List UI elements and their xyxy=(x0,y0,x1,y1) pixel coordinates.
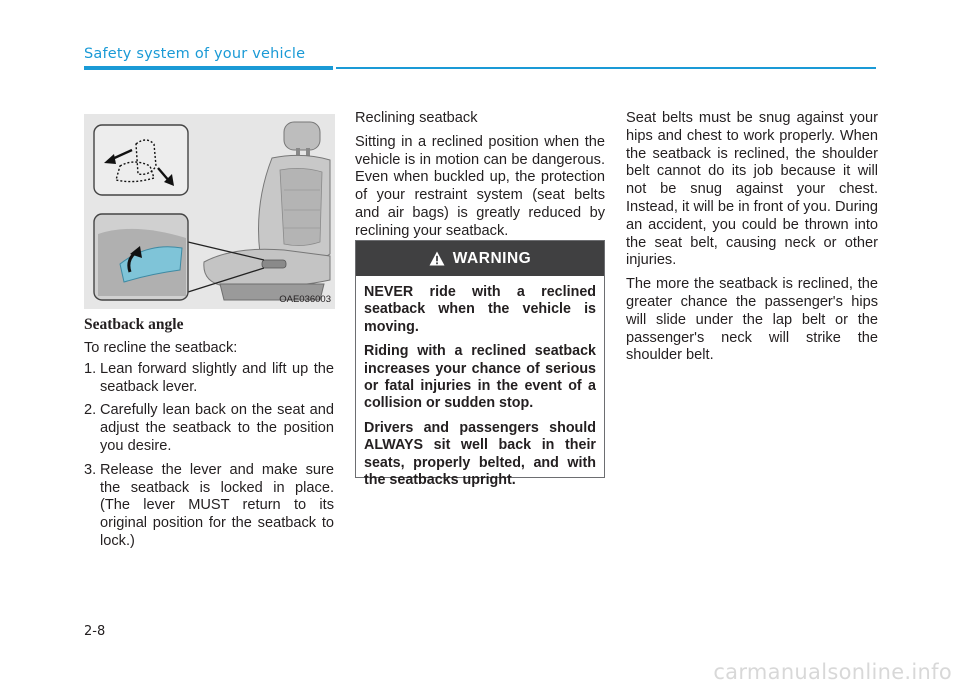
seat-illustration xyxy=(84,114,335,309)
recline-lead-text: To recline the seatback: xyxy=(84,340,238,356)
seatback-angle-section xyxy=(84,316,334,557)
warning-label: WARNING xyxy=(452,249,532,267)
warning-header xyxy=(356,241,604,276)
warning-paragraph: NEVER ride with a reclined seatback when the vehicle is moving. xyxy=(364,284,596,335)
warning-paragraph: Riding with a reclined seatback increases your chance of serious or fatal injuries in the event of a collision or sudden stop. xyxy=(364,343,596,412)
header-rule-thick xyxy=(84,66,333,70)
seat-belt-paragraph: Seat belts must be snug against your hips and chest to work properly. When the seatback is reclined, the shoulder belt cannot do its job because it will not be snug against your chest. Instead, it will be in front of you. During an accident, you could be thrown into the seat belt, causing neck or other injuries. xyxy=(626,110,878,269)
recline-steps xyxy=(84,361,334,551)
warning-paragraph: Drivers and passengers should ALWAYS sit well back in their seats, properly belted, and with the seatbacks upright. xyxy=(364,419,596,489)
seat-belt-paragraph: The more the seatback is reclined, the greater chance the passenger's hips will slide under the lap belt or the passenger's neck will strike the shoulder belt. xyxy=(626,276,878,364)
header-rule-thin xyxy=(336,67,876,69)
list-item: 3. Release the lever and make sure the seatback is locked in place. (The lever MUST return to its original position for the seatback to lock.) xyxy=(84,461,334,549)
seat-figure xyxy=(84,114,335,309)
reclining-paragraph: Sitting in a reclined position when the vehicle is in motion can be dangerous. Even when buckled up, the protection of your restraint system (seat belts and air bags) is greatly reduced by reclining your seatback. xyxy=(355,133,605,239)
seatback-angle-heading: Seatback angle xyxy=(84,316,184,333)
seat-belt-section xyxy=(626,110,878,365)
list-item: 1. Lean forward slightly and lift up the seatback lever. xyxy=(84,360,334,395)
list-item: 2. Carefully lean back on the seat and adjust the seatback to the position you desire. xyxy=(84,402,334,454)
seat-recline-diagram xyxy=(94,125,188,195)
section-title: Safety system of your vehicle xyxy=(84,46,306,62)
figure-code: OAE036003 xyxy=(279,294,331,305)
seatback-lever-detail xyxy=(94,214,188,300)
reclining-section xyxy=(355,110,605,241)
watermark: carmanualsonline.info xyxy=(713,660,952,684)
warning-body xyxy=(356,276,604,489)
warning-box xyxy=(355,240,605,489)
page-number: 2-8 xyxy=(84,624,106,639)
warning-triangle-icon xyxy=(429,251,445,266)
reclining-title: Reclining seatback xyxy=(355,110,478,126)
